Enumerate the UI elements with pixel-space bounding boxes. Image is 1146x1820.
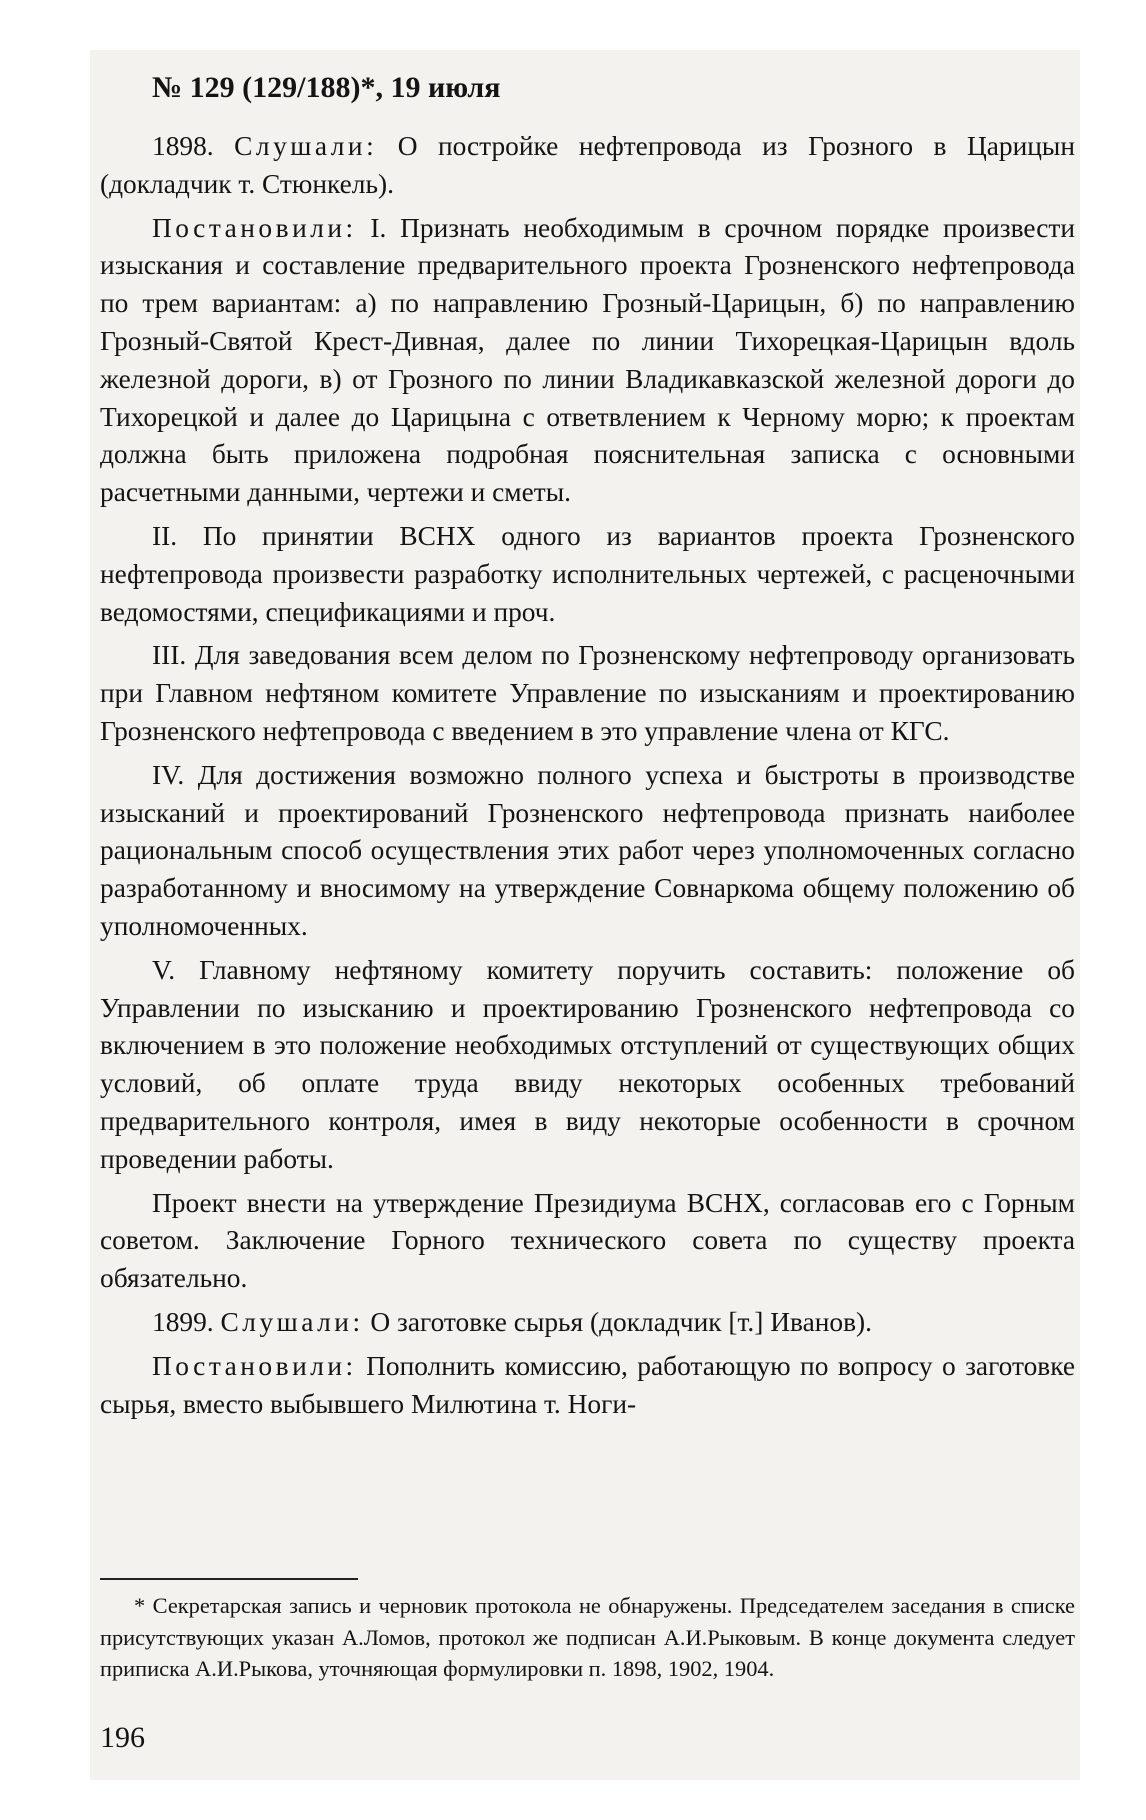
page-number: 196 (100, 1721, 145, 1754)
item-1898-resolved-6: Проект внести на утверждение Президиума ВСНХ, согласовав его с Горным советом. Заключение Горного технического совета по существу проекта обязательно. (100, 1187, 1075, 1294)
heard-text: О постройке нефтепровода из Грозного в Царицын (докладчик т. Стюнкель). (100, 131, 1075, 199)
item-1898-resolved-3: III. Для заведования всем делом по Грозненскому нефтепроводу организовать при Главном нефтяном комитете Управление по изысканиям и проектированию Грозненского нефтепровода с введением в это управление члена от КГС. (100, 640, 1075, 746)
resolved-text: I. Признать необходимым в срочном порядке произвести изыскания и составление предварительного проекта Грозненского нефтепровода по трем вариантам: а) по направлению Грозный-Царицын, б) по направлению Грозный-Святой Крест-Дивная, далее по линии Тихорецкая-Царицын вдоль железной дороги, в) от Грозного по линии Владикавказской железной дороги до Тихорецкой и далее до Царицына с ответвлением к Черному морю; к проектам должна быть приложена подробная пояснительная записка с основными расчетными данными, чертежи и сметы. (100, 212, 1075, 508)
item-1898-heard (100, 128, 1075, 204)
heard-label: Слушали: (234, 131, 378, 161)
footnote-divider (100, 1578, 358, 1580)
item-1899-resolved-1 (100, 1348, 1075, 1424)
resolved-label: Постановили: (152, 1350, 357, 1381)
resolved-text: Пополнить комиссию, работающую по вопросу о заготовке сырья, вместо выбывшего Милютина т. Ноги- (100, 1350, 1075, 1419)
heard-label: Слушали: (220, 1306, 364, 1337)
item-number: 1899. (152, 1306, 214, 1337)
heard-text: О заготовке сырья (докладчик [т.] Иванов). (370, 1306, 872, 1337)
main-text (100, 68, 1075, 1429)
item-number: 1898. (152, 131, 214, 161)
document-page (90, 50, 1080, 1780)
item-1898-resolved-2: II. По принятии ВСНХ одного из вариантов проекта Грозненского нефтепровода произвести разработку исполнительных чертежей, с расценочными ведомостями, спецификациями и проч. (100, 520, 1075, 627)
item-1899-heard (100, 1304, 1075, 1342)
document-header: № 129 (129/188)*, 19 июля (152, 71, 501, 104)
resolved-label: Постановили: (152, 212, 357, 243)
item-1898-resolved-4: IV. Для достижения возможно полного успеха и быстроты в производстве изысканий и проектирований Грозненского нефтепровода признать наиболее рациональным способ осуществления этих работ через уполномоченных согласно разработанному и вносимому на утверждение Совнаркома общему положению об уполномоченных. (100, 759, 1075, 941)
footnote: * Секретарская запись и черновик протокола не обнаружены. Председателем заседания в списке присутствующих указан А.Ломов, протокол же подписан А.И.Рыковым. В конце документа следует приписка А.И.Рыкова, уточняющая формулировки п. 1898, 1902, 1904. (100, 1593, 1075, 1681)
item-1898-resolved-1 (100, 210, 1075, 512)
item-1898-resolved-5: V. Главному нефтяному комитету поручить составить: положение об Управлении по изысканию и проектированию Грозненского нефтепровода со включением в это положение необходимых отступлений от существующих общих условий, об оплате труда ввиду некоторых особенных требований предварительного контроля, имея в виду некоторые особенности в срочном проведении работы. (100, 954, 1075, 1174)
